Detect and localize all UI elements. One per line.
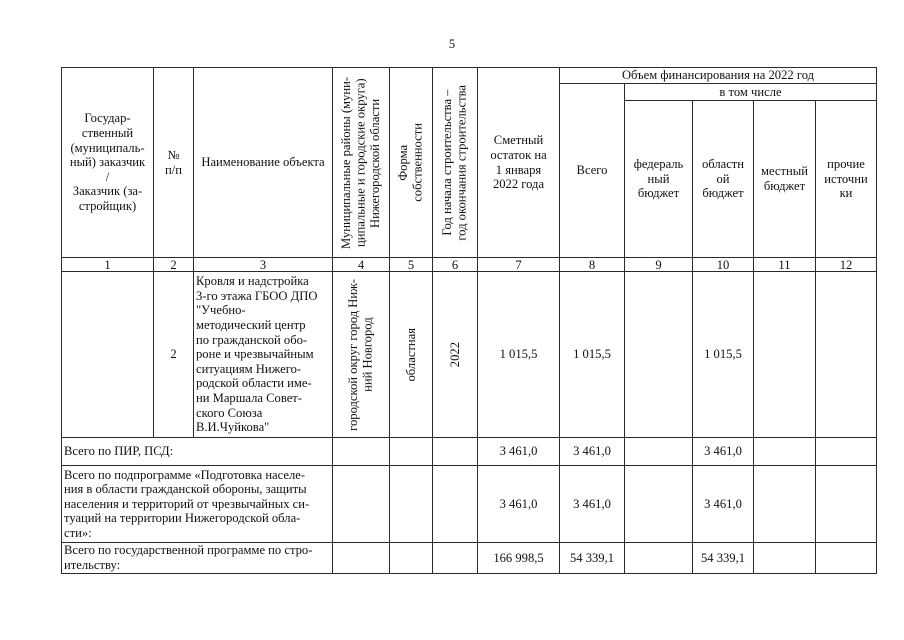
total-other-cell: [816, 543, 877, 574]
row-local-cell: [754, 272, 816, 438]
financing-table: [61, 67, 877, 574]
total-total: 3 461,0: [560, 466, 625, 543]
header-ownership: [390, 68, 433, 258]
total-federal-cell: [625, 543, 693, 574]
total-total: 54 339,1: [560, 543, 625, 574]
row-estimate-balance: 1 015,5: [478, 272, 560, 438]
column-number: 9: [625, 258, 693, 272]
total-municipality-cell: [333, 466, 390, 543]
column-number: 5: [390, 258, 433, 272]
total-label: Всего по ПИР, ПСД:: [62, 438, 333, 466]
header-years-text: Год начала строительства – год окончания строительства: [440, 84, 469, 241]
column-number: 10: [693, 258, 754, 272]
column-number: 2: [154, 258, 194, 272]
row-years: [433, 272, 478, 438]
total-ownership-cell: [390, 438, 433, 466]
total-federal-cell: [625, 466, 693, 543]
header-years: [433, 68, 478, 258]
total-row-design: [62, 438, 877, 466]
header-municipality-text: Муниципальные районы (муни- ципальные и городские округа) Нижегородской области: [339, 76, 383, 249]
row-federal-cell: [625, 272, 693, 438]
total-years-cell: [433, 466, 478, 543]
column-number: 1: [62, 258, 154, 272]
column-number: 12: [816, 258, 877, 272]
header-total: Всего: [560, 84, 625, 258]
column-number: 8: [560, 258, 625, 272]
row-ownership: [390, 272, 433, 438]
total-other-cell: [816, 466, 877, 543]
page-number: 5: [448, 37, 456, 51]
column-number: 7: [478, 258, 560, 272]
row-years-text: 2022: [447, 341, 462, 368]
total-row-program: [62, 543, 877, 574]
total-label: Всего по подпрограмме «Подготовка населе- ния в области гражданской обороны, защиты населения и территорий от чрезвычайных си- туаций на территории Нижегородской обла- сти»:: [62, 466, 333, 543]
row-municipality: [333, 272, 390, 438]
total-years-cell: [433, 438, 478, 466]
total-estimate-balance: 3 461,0: [478, 466, 560, 543]
total-municipality-cell: [333, 438, 390, 466]
total-estimate-balance: 166 998,5: [478, 543, 560, 574]
total-other-cell: [816, 438, 877, 466]
total-estimate-balance: 3 461,0: [478, 438, 560, 466]
header-municipality: [333, 68, 390, 258]
row-regional: 1 015,5: [693, 272, 754, 438]
total-ownership-cell: [390, 543, 433, 574]
header-ownership-text: Форма собственности: [396, 123, 425, 202]
header-row-1: [62, 68, 877, 84]
column-number: 6: [433, 258, 478, 272]
total-regional: 54 339,1: [693, 543, 754, 574]
header-estimate-balance: Сметный остаток на 1 января 2022 года: [478, 68, 560, 258]
total-regional: 3 461,0: [693, 438, 754, 466]
header-regional: областн ой бюджет: [693, 101, 754, 258]
row-customer-cell: [62, 272, 154, 438]
row-number: 2: [154, 272, 194, 438]
header-funding-group: Объем финансирования на 2022 год: [560, 68, 877, 84]
row-total: 1 015,5: [560, 272, 625, 438]
header-other: прочие источни ки: [816, 101, 877, 258]
column-number: 3: [194, 258, 333, 272]
header-local: местный бюджет: [754, 101, 816, 258]
header-federal: федераль ный бюджет: [625, 101, 693, 258]
total-ownership-cell: [390, 466, 433, 543]
table-row: [62, 272, 877, 438]
total-local-cell: [754, 438, 816, 466]
row-ownership-text: областная: [403, 327, 418, 382]
total-local-cell: [754, 466, 816, 543]
total-years-cell: [433, 543, 478, 574]
column-number: 11: [754, 258, 816, 272]
total-federal-cell: [625, 438, 693, 466]
total-municipality-cell: [333, 543, 390, 574]
total-total: 3 461,0: [560, 438, 625, 466]
total-label: Всего по государственной программе по стро- ительству:: [62, 543, 333, 574]
total-row-subprogram: [62, 466, 877, 543]
header-object-name: Наименование объекта: [194, 68, 333, 258]
total-local-cell: [754, 543, 816, 574]
row-object-name: Кровля и надстройка 3-го этажа ГБОО ДПО "Учебно- методический центр по гражданской обо- роне и чрезвычайным ситуациям Нижего- родской области име- ни Маршала Совет- ского Союза В.И.Чуйкова": [194, 272, 333, 438]
row-other-cell: [816, 272, 877, 438]
row-municipality-text: городской округ город Ниж- ний Новгород: [346, 278, 375, 431]
header-including: в том числе: [625, 84, 877, 101]
header-number: № п/п: [154, 68, 194, 258]
header-customer: Государ- ственный (муниципаль- ный) заказчик / Заказчик (за- стройщик): [62, 68, 154, 258]
total-regional: 3 461,0: [693, 466, 754, 543]
column-numbers-row: [62, 258, 877, 272]
column-number: 4: [333, 258, 390, 272]
